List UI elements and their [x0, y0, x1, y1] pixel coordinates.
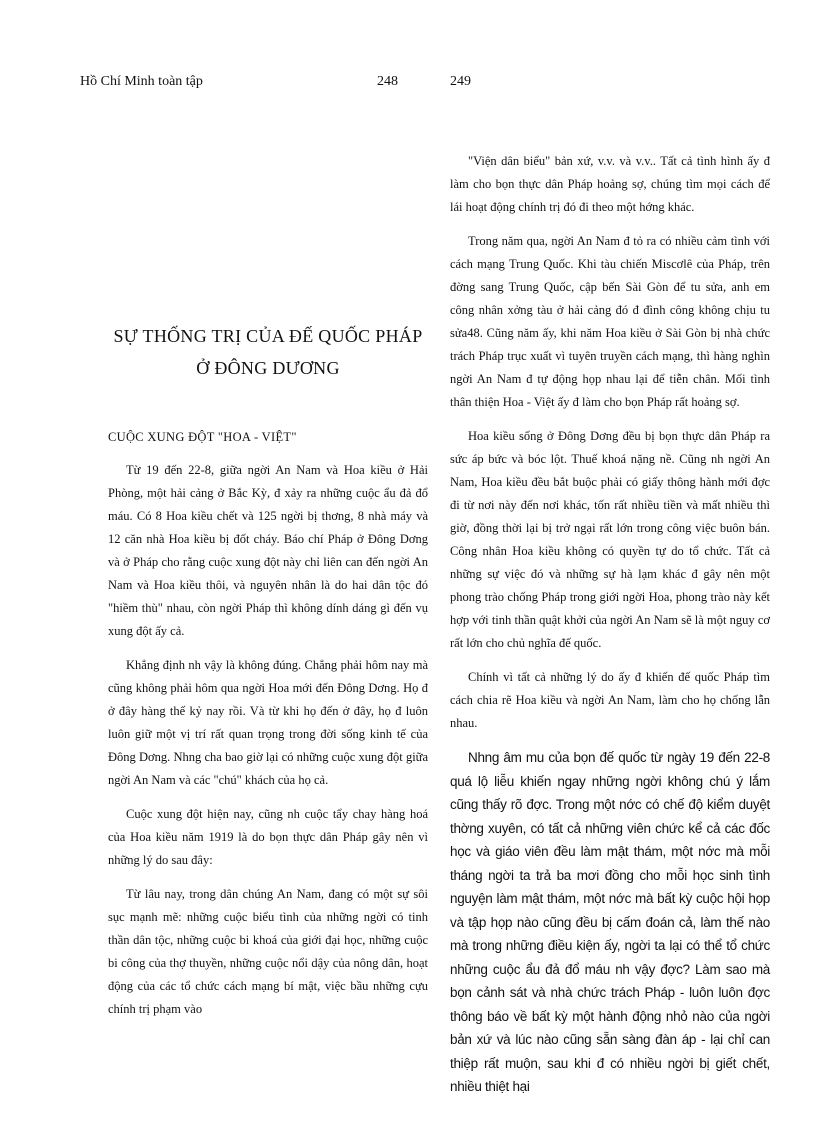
page-number-left: 248: [377, 74, 398, 89]
left-page-body: [108, 320, 428, 1032]
paragraph: Hoa kiều sống ở Đông Dơng đều bị bọn thực dân Pháp ra sức áp bức và bóc lột. Thuế khoá nặng nề. Cũng nh ngời An Nam, Hoa kiều đều bắt buộc phải có giấy thông hành mới đợc đi từ nơi này đến nơi khác, tốn rất nhiều tiền và mất nhiều thì giờ, đồng thời lại bị trở ngại rất lớn trong công việc buôn bán. Công nhân Hoa kiều không có quyền tự do tổ chức. Tất cả những sự việc đó và những sự hà lạm khác đ gây nên một phong trào chống Pháp trong giới ngời Hoa, phong trào này kết hợp với tinh thần quật khởi của ngời An Nam sẽ là một nguy cơ rất lớn cho chủ nghĩa đế quốc.: [450, 429, 770, 650]
chapter-title: [108, 320, 428, 384]
paragraph-large-type: Nhng âm mu của bọn đế quốc từ ngày 19 đến 22-8 quá lộ liễu khiến ngay những ngời không chú ý lắm cũng thấy rõ đợc. Trong một nớc có chế độ kiểm duyệt thờng xuyên, có tất cả những viên chức kể cả các đốc học và giáo viên đều làm mật thám, một nớc mà mỗi tháng ngời ta trả ba mơi đồng cho mỗi học sinh tình nguyện làm mật thám, một nớc mà bất kỳ cuộc hội họp và tập họp nào cũng đều bị cấm đoán cả, làm thế nào mà trong những điều kiện ấy, ngời ta lại có thể tổ chức những cuộc ẩu đả đổ máu nh vậy đợc? Làm sao mà bọn cảnh sát và nhà chức trách Pháp - luôn luôn đợc thông báo về bất kỳ một hành động nhỏ nào của ngời bản xứ và lúc nào cũng sẵn sàng đàn áp - lại chỉ can thiệp rất muộn, sau khi đ có nhiều ngời bị giết chết, nhiều thiệt hại: [450, 750, 770, 1094]
section-subheading: CUỘC XUNG ĐỘT "HOA - VIỆT": [108, 430, 297, 444]
paragraph: Trong năm qua, ngời An Nam đ tỏ ra có nhiều cảm tình với cách mạng Trung Quốc. Khi tàu chiến Miscơlê của Pháp, trên đờng sang Trung Quốc, cập bến Sài Gòn để tu sửa, anh em công nhân xởng tàu ở hải cảng đó đ đình công không chịu tu sửa48. Cũng năm ấy, khi năm Hoa kiều ở Sài Gòn bị nhà chức trách Pháp trục xuất vì tuyên truyền cách mạng, thì hàng nghìn ngời An Nam đ tự động họp nhau lại để tiễn chân. Mối tình thân thiện Hoa - Việt ấy đ làm cho bọn Pháp rất hoảng sợ.: [450, 234, 770, 409]
paragraph: Khẳng định nh vậy là không đúng. Chẳng phải hôm nay mà cũng không phải hôm qua ngời Hoa mới đến Đông Dơng. Họ đ ở đây hàng thế kỷ nay rồi. Và từ khi họ đến ở đây, họ đ luôn luôn giữ một vị trí rất quan trọng trong đời sống kinh tế của Đông Dơng. Nhng cha bao giờ lại có những cuộc xung đột giữa ngời An Nam và các "chú" khách của họ cả.: [108, 658, 428, 787]
paragraph: Từ 19 đến 22-8, giữa ngời An Nam và Hoa kiều ở Hải Phòng, một hải cảng ở Bắc Kỳ, đ xảy ra những cuộc ẩu đả đổ máu. Có 8 Hoa kiều chết và 125 ngời bị thơng, 8 nhà máy và 12 căn nhà Hoa kiều bị đốt cháy. Báo chí Pháp ở Đông Dơng và ở Pháp cho rằng cuộc xung đột này chỉ liên can đến ngời An Nam và Hoa kiều thôi, và nguyên nhân là do hai dân tộc đó "hiềm thù" nhau, còn ngời Pháp thì không dính dáng gì đến vụ xung đột ấy cả.: [108, 463, 428, 638]
right-page-body: [450, 150, 770, 1110]
paragraph: Chính vì tất cả những lý do ấy đ khiến đế quốc Pháp tìm cách chia rẽ Hoa kiều và ngời An Nam, làm cho họ chống lẫn nhau.: [450, 670, 770, 730]
chapter-title-line-2: Ở ĐÔNG DƯƠNG: [196, 358, 340, 378]
paragraph: "Viện dân biểu" bản xứ, v.v. và v.v.. Tất cả tình hình ấy đ làm cho bọn thực dân Pháp hoảng sợ, chúng tìm mọi cách để lái hoạt động chính trị đó đi theo một hớng khác.: [450, 154, 770, 214]
paragraph: Cuộc xung đột hiện nay, cũng nh cuộc tẩy chay hàng hoá của Hoa kiều năm 1919 là do bọn thực dân Pháp gây nên vì những lý do sau đây:: [108, 807, 428, 867]
chapter-title-line-1: SỰ THỐNG TRỊ CỦA ĐẾ QUỐC PHÁP: [113, 326, 423, 346]
page-number-right: 249: [450, 74, 471, 89]
running-header-book-title: Hồ Chí Minh toàn tập: [80, 74, 203, 89]
paragraph: Từ lâu nay, trong dân chúng An Nam, đang có một sự sôi sục mạnh mẽ: những cuộc biểu tình của những ngời có tinh thần dân tộc, những cuộc bi khoá của giới đại học, những cuộc bi công của thợ thuyền, những cuộc nổi dậy của nông dân, hoạt động của các tổ chức cách mạng bí mật, việc bầu những cựu chính trị phạm vào: [108, 887, 428, 1016]
